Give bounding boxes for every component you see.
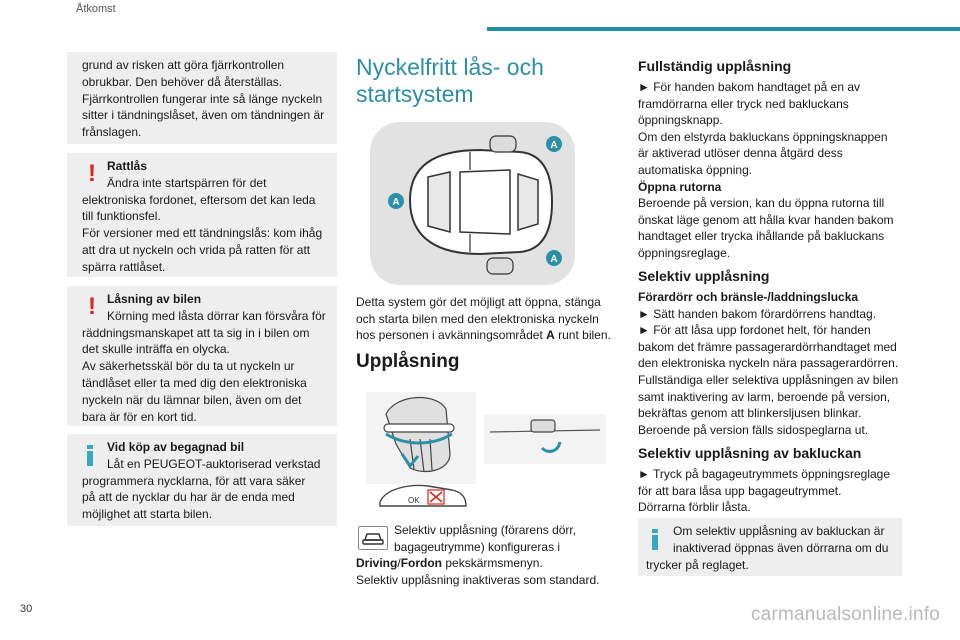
title-line: Nyckelfritt lås- och xyxy=(356,54,544,80)
section-title: Åtkomst xyxy=(76,3,116,15)
info-icon xyxy=(652,529,658,550)
subheading-driver-door: Förardörr och bränsle-/laddningslucka xyxy=(638,290,859,304)
warning-exclamation-icon: ! xyxy=(88,293,96,320)
box-line: spärra rattlåset. xyxy=(82,259,166,274)
box-line: på att de nycklar du har är de enda med xyxy=(82,490,295,505)
door-handle-illustration xyxy=(366,384,606,514)
note-line: bagageutrymme) konfigureras i xyxy=(394,539,561,554)
text-line: Beroende på version fälls sidospeglarna ut. xyxy=(638,422,869,437)
text-line: framdörrarna eller tryck ned bakluckans xyxy=(638,96,849,111)
slash: / xyxy=(397,556,401,571)
ok-label: OK xyxy=(408,496,420,505)
box-line: Ändra inte startspärren för det xyxy=(107,175,267,190)
note-line: pekskärmsmenyn. xyxy=(442,556,543,571)
text-line: för att bara låsa upp bagageutrymmet. xyxy=(638,483,842,498)
note-line: Selektiv upplåsning inaktiveras som standard. xyxy=(356,572,600,587)
text-line: Om den elstyrda bakluckans öppningsknappen xyxy=(638,129,888,144)
box-line: trycker på reglaget. xyxy=(646,557,749,572)
box-line: möjlighet att starta bilen. xyxy=(82,507,213,522)
heading-unlocking: Upplåsning xyxy=(356,351,460,372)
text-line: samt inaktivering av larm, beroende på version, xyxy=(638,389,891,404)
title-line: startsystem xyxy=(356,81,474,107)
box-line: obrukbar. Den behöver då återställas. xyxy=(82,74,283,89)
zone-label: A xyxy=(550,254,558,265)
box-line: För versioner med ett tändningslås: kom ihåg xyxy=(82,226,323,241)
box-line: bara är för en kort tid. xyxy=(82,409,197,424)
box-line: Om selektiv upplåsning av bakluckan är xyxy=(673,524,885,538)
text-line: bakom det främre passagerardörrhandtaget med xyxy=(638,339,897,354)
subheading-open-windows: Öppna rutorna xyxy=(638,179,722,194)
info-title: Vid köp av begagnad bil xyxy=(107,440,245,454)
warning-box-steering-lock xyxy=(67,153,337,277)
info-box-used-car xyxy=(67,434,337,526)
box-line: till funktionsfel. xyxy=(82,209,161,224)
text-line: önskat läge genom att hålla kvar handen bakom xyxy=(638,212,894,227)
text-line: ► Sätt handen bakom förardörrens handtag. xyxy=(638,306,877,321)
menu-name-driving: Driving xyxy=(356,556,398,571)
info-icon xyxy=(87,445,93,466)
text-line: är aktiverad utlöser denna åtgärd dess xyxy=(638,146,843,161)
zone-label: A xyxy=(392,197,400,208)
desc-line: hos personen i avkänningsområdet xyxy=(356,328,547,343)
desc-line: Detta system gör det möjligt att öppna, stänga xyxy=(356,295,601,309)
text-line: ► Tryck på bagageutrymmets öppningsreglage xyxy=(638,467,891,481)
text-line: Beroende på version, kan du öppna rutorna till xyxy=(638,196,885,211)
warning-title: Låsning av bilen xyxy=(107,292,202,306)
text-line: automatiska öppning. xyxy=(638,162,753,177)
selective-config-note xyxy=(356,522,618,588)
heading-full-unlock: Fullständig upplåsning xyxy=(638,58,792,74)
zone-reference: A xyxy=(546,328,555,343)
text-line: den elektroniska nyckeln nära passagerardörren. xyxy=(638,356,899,371)
watermark: carmanualsonline.info xyxy=(750,604,940,625)
box-line: sitter i tändningslåset, även om tändningen är xyxy=(82,108,325,123)
box-line: Låt en PEUGEOT-auktoriserad verkstad xyxy=(107,456,321,471)
text-line: handtaget eller trycka ihållande på bakluckans xyxy=(638,229,885,244)
full-unlock-text xyxy=(638,79,930,262)
text-line: ► För handen bakom handtaget på en av xyxy=(638,80,861,94)
page-number: 30 xyxy=(20,603,33,615)
header-accent-bar xyxy=(487,27,960,31)
page-title xyxy=(356,54,544,108)
heading-tailgate-unlock: Selektiv upplåsning av bakluckan xyxy=(638,445,862,461)
box-line: programmera nycklarna, för att vara säker xyxy=(82,473,306,488)
note-line: Selektiv upplåsning (förarens dörr, xyxy=(394,523,577,537)
info-box-tailgate xyxy=(638,518,902,576)
box-line: elektroniska fordonet, eftersom det kan leda xyxy=(82,192,316,207)
selective-unlock-text xyxy=(638,289,930,438)
text-line: öppningsknapp. xyxy=(638,113,723,128)
box-line: Körning med låsta dörrar kan försvåra för xyxy=(107,308,326,323)
warning-exclamation-icon: ! xyxy=(88,160,96,187)
text-line: öppningsreglage. xyxy=(638,245,731,260)
box-line: frånslagen. xyxy=(82,125,142,140)
text-line: Fullständiga eller selektiva upplåsningen av bilen xyxy=(638,372,899,387)
box-line: Fjärrkontrollen fungerar inte så länge nyckeln xyxy=(82,91,323,106)
desc-line: och starta bilen med den elektroniska nyckeln xyxy=(356,311,599,326)
box-line: att dra ut nyckeln och vrida på ratten för att xyxy=(82,242,311,257)
zone-label: A xyxy=(550,140,558,151)
desc-line: runt bilen. xyxy=(554,328,611,343)
box-line: grund av risken att göra fjärrkontrollen xyxy=(82,58,285,72)
text-line: ► För att låsa upp fordonet helt, för handen xyxy=(638,323,871,338)
menu-name-fordon: Fordon xyxy=(400,556,443,571)
note-box-remote xyxy=(67,52,337,144)
text-line: Dörrarna förblir låsta. xyxy=(638,500,751,515)
keyless-zone-illustration xyxy=(370,122,575,285)
text-line: bekräftas genom att blinkersljusen blinkar. xyxy=(638,406,862,421)
system-description xyxy=(356,294,616,344)
warning-box-locking xyxy=(67,286,337,426)
box-line: nyckeln när du lämnar bilen, även om det xyxy=(82,392,302,407)
box-line: inaktiverad öppnas även dörrarna om du xyxy=(673,540,889,555)
box-line: Av säkerhetsskäl bör du ta ut nyckeln ur xyxy=(82,359,295,374)
box-line: det skulle inträffa en olycka. xyxy=(82,342,230,357)
box-line: tändlåset eller ta med dig den elektroniska xyxy=(82,375,307,390)
tailgate-text xyxy=(638,466,930,516)
heading-selective-unlock: Selektiv upplåsning xyxy=(638,268,770,284)
warning-title: Rattlås xyxy=(107,159,148,173)
box-line: räddningsmanskapet att ta sig in i bilen om xyxy=(82,325,310,340)
